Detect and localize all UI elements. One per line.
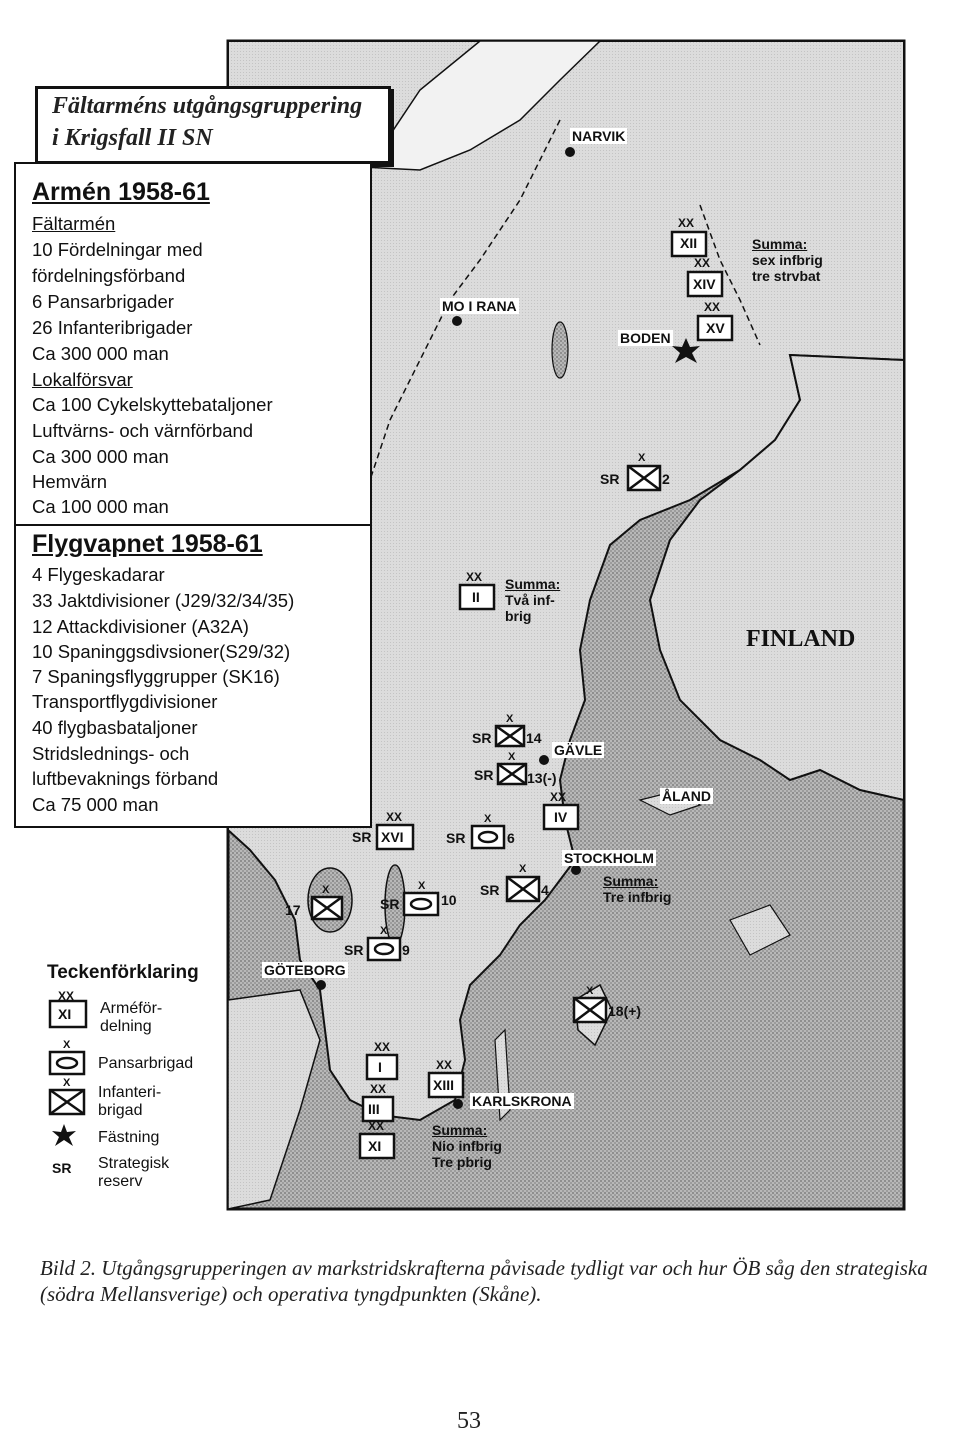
- summary-middle: [505, 576, 560, 624]
- place-label-goteborg: GÖTEBORG: [264, 962, 346, 978]
- airforce-line: 40 flygbasbataljoner: [32, 717, 198, 738]
- legend-text-line: brigad: [98, 1102, 143, 1119]
- brigade-number: 17: [285, 902, 301, 918]
- summary-middle-line: brig: [505, 608, 532, 624]
- unit-label-xvi: XVI: [381, 829, 404, 845]
- legend-infanteribrigad: [98, 1084, 161, 1120]
- mo-i-rana-dot: [452, 316, 462, 326]
- army-line: Ca 300 000 man: [32, 343, 169, 364]
- brigade-number: 6: [507, 830, 515, 846]
- airforce-line: 4 Flygeskadarar: [32, 564, 165, 585]
- x-marker: X: [418, 880, 426, 892]
- summary-south: [432, 1122, 502, 1170]
- unit-label-i: I: [378, 1059, 382, 1075]
- narvik-dot: [565, 147, 575, 157]
- army-line: 26 Infanteribrigader: [32, 317, 193, 338]
- lokal-line: Ca 300 000 man: [32, 446, 169, 467]
- lokal-line: Ca 100 Cykelskyttebataljoner: [32, 394, 273, 415]
- x-marker: X: [484, 813, 492, 825]
- sr-label: SR: [472, 730, 492, 746]
- x-marker: X: [380, 925, 388, 937]
- brigade-number: 2: [662, 471, 670, 487]
- legend-unit-label: XI: [58, 1006, 72, 1022]
- unit-label-iii: III: [368, 1101, 380, 1117]
- legend-text-line: Infanteri-: [98, 1084, 162, 1101]
- army-line: 10 Fördelningar med: [32, 239, 203, 260]
- lokal-line: Hemvärn: [32, 471, 108, 492]
- summary-south-line: Nio infbrig: [432, 1138, 502, 1154]
- unit-label-xv: XV: [706, 320, 725, 336]
- summary-stockholm-line: Summa:: [603, 873, 659, 889]
- airforce-line: 12 Attackdivisioner (A32A): [32, 616, 249, 637]
- place-label-boden: BODEN: [620, 330, 671, 346]
- army-line: 6 Pansarbrigader: [32, 291, 174, 312]
- airforce-line: 10 Spaninggsdivsioner(S29/32): [32, 641, 291, 662]
- summary-north: [752, 236, 823, 284]
- xx-marker: XX: [704, 300, 721, 314]
- x-marker: X: [586, 985, 594, 997]
- unit-label-xi: XI: [368, 1138, 382, 1154]
- sr-label: SR: [600, 471, 620, 487]
- info-divider: [16, 524, 370, 526]
- sr-label: SR: [380, 896, 400, 912]
- sr-label: SR: [474, 767, 494, 783]
- lokalforsvar-label: Lokalförsvar: [32, 369, 133, 390]
- unit-label-xiv: XIV: [693, 276, 716, 292]
- unit-label-xii: XII: [680, 235, 698, 251]
- place-label-stockholm: STOCKHOLM: [564, 850, 654, 866]
- legend-pansarbrigad: Pansarbrigad: [98, 1055, 194, 1072]
- x-marker: X: [638, 452, 646, 464]
- legend-text-line: Arméför-: [100, 1000, 163, 1017]
- xx-marker: XX: [374, 1040, 391, 1054]
- brigade-number: 4: [541, 882, 549, 898]
- faltarmen-label: Fältarmén: [32, 213, 116, 234]
- place-label-gavle: GÄVLE: [554, 742, 603, 758]
- summary-north-line: sex infbrig: [752, 252, 823, 268]
- place-label-aland: ÅLAND: [662, 788, 711, 804]
- x-marker: X: [508, 751, 516, 763]
- map-title-line2: i Krigsfall II SN: [52, 125, 213, 151]
- airforce-line: 33 Jaktdivisioner (J29/32/34/35): [32, 590, 295, 611]
- airforce-line: Transportflygdivisioner: [32, 691, 218, 712]
- unit-label-ii: II: [472, 589, 480, 605]
- x-marker: X: [519, 863, 527, 875]
- place-label-narvik: NARVIK: [572, 128, 626, 144]
- figure-caption: Bild 2. Utgångsgrupperingen av markstridskrafterna påvisade tydligt var och hur ÖB såg den strategiska (södra Mellansverige) och operativa tyngdpunkten (Skåne).: [40, 1256, 928, 1306]
- summary-stockholm: [603, 873, 671, 905]
- brigade-number: 10: [441, 892, 457, 908]
- sr-label: SR: [446, 830, 466, 846]
- army-line: fördelningsförband: [32, 265, 186, 286]
- legend-armefordelning: [100, 1000, 162, 1036]
- xx-marker: XX: [694, 256, 711, 270]
- airforce-line: 7 Spaningsflyggrupper (SK16): [32, 666, 280, 687]
- unit-label-xiii: XIII: [433, 1077, 455, 1093]
- country-label-finland: FINLAND: [746, 626, 856, 652]
- brigade-number: 18(+): [608, 1003, 642, 1019]
- army-heading: Armén 1958-61: [32, 178, 210, 206]
- xx-marker: XX: [386, 810, 403, 824]
- sr-label: SR: [344, 942, 364, 958]
- summary-north-line: Summa:: [752, 236, 808, 252]
- xx-marker: XX: [678, 216, 695, 230]
- legend-text-line: delning: [100, 1018, 152, 1035]
- legend-text-line: Strategisk: [98, 1155, 170, 1172]
- karlskrona-dot: [453, 1099, 463, 1109]
- brigade-number: 9: [402, 942, 410, 958]
- stockholm-dot: [571, 865, 581, 875]
- summary-south-line: Tre pbrig: [432, 1154, 492, 1170]
- goteborg-dot: [316, 980, 326, 990]
- sr-label: SR: [480, 882, 500, 898]
- brigade-number: 14: [526, 730, 542, 746]
- xx-marker: XX: [436, 1058, 453, 1072]
- xx-marker: XX: [370, 1082, 387, 1096]
- legend-x-marker: X: [63, 1077, 71, 1089]
- sr-label: SR: [352, 829, 372, 845]
- summary-middle-line: Summa:: [505, 576, 561, 592]
- summary-middle-line: Två inf-: [505, 592, 555, 608]
- legend-text-line: reserv: [98, 1173, 143, 1190]
- place-label-mo-i-rana: MO I RANA: [442, 298, 517, 314]
- legend-strategisk-reserv: [98, 1155, 169, 1191]
- airforce-line: luftbevaknings förband: [32, 768, 219, 789]
- legend-sr-symbol: SR: [52, 1160, 72, 1176]
- place-label-karlskrona: KARLSKRONA: [472, 1093, 572, 1109]
- brigade-number: 13(-): [527, 770, 557, 786]
- map-title-line1: Fältarméns utgångsgruppering: [52, 93, 363, 119]
- x-marker: X: [322, 884, 330, 896]
- unit-label-iv: IV: [554, 809, 568, 825]
- airforce-line: Ca 75 000 man: [32, 794, 159, 815]
- legend-x-marker: X: [63, 1039, 71, 1051]
- summary-south-line: Summa:: [432, 1122, 488, 1138]
- lake-north: [552, 322, 568, 378]
- lokal-line: Ca 100 000 man: [32, 496, 169, 517]
- airforce-heading: Flygvapnet 1958-61: [32, 530, 263, 558]
- legend-fortress-icon: [52, 1124, 76, 1146]
- xx-marker: XX: [368, 1119, 385, 1133]
- x-marker: X: [506, 713, 514, 725]
- lokal-line: Luftvärns- och värnförband: [32, 420, 254, 441]
- airforce-line: Stridslednings- och: [32, 743, 190, 764]
- summary-stockholm-line: Tre infbrig: [603, 889, 672, 905]
- map-title-box: [35, 86, 391, 164]
- legend-xx-marker: XX: [58, 989, 75, 1003]
- xx-marker: XX: [550, 790, 567, 804]
- page-number: 53: [457, 1408, 481, 1434]
- summary-north-line: tre strvbat: [752, 268, 821, 284]
- forces-info-box: [14, 162, 372, 828]
- legend-fastning: Fästning: [98, 1129, 160, 1146]
- gavle-dot: [539, 755, 549, 765]
- xx-marker: XX: [466, 570, 483, 584]
- legend-title: Teckenförklaring: [47, 962, 199, 983]
